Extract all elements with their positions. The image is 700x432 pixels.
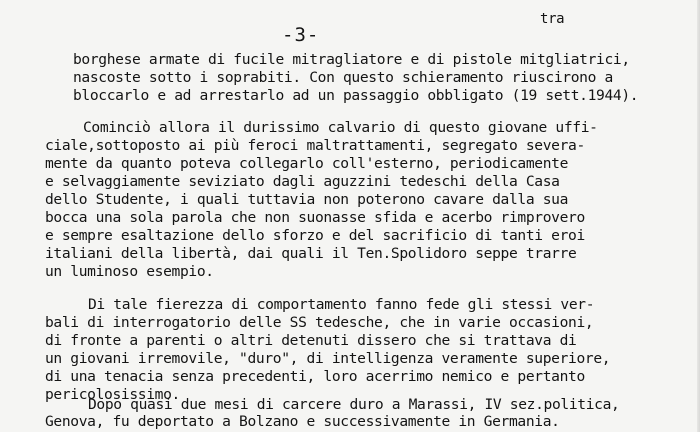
text-line: bloccarlo e ad arrestarlo ad un passaggio obbligato (19 sett.1944). [73, 87, 639, 104]
text-line: bocca una sola parola che non suonasse sfida e acerbo rimprovero [45, 209, 585, 226]
text-line: e selvaggiamente seviziato dagli aguzzini tedeschi della Casa [45, 173, 560, 190]
text-line: ciale,sottoposto ai più feroci maltrattamenti, segregato severa- [45, 137, 585, 154]
text-line: Di tale fierezza di comportamento fanno fede gli stessi ver- [88, 296, 595, 313]
text-line: italiani della libertà, dai quali il Ten.Spolidoro seppe trarre [45, 245, 577, 262]
text-line: borghese armate di fucile mitragliatore e di pistole mitgliatrici, [73, 51, 630, 68]
text-line: di fronte a parenti o altri detenuti dissero che si trattava di [45, 332, 577, 349]
text-line: bali di interrogatorio delle SS tedesche, che in varie occasioni, [45, 314, 594, 331]
text-line: un giovani irremovile, "duro", di intelligenza veramente superiore, [45, 350, 611, 367]
text-line: mente da quanto poteva collegarlo coll'esterno, periodicamente [45, 155, 569, 172]
text-line: Dopo quasi due mesi di carcere duro a Marassi, IV sez.politica, [88, 396, 620, 413]
text-line: di una tenacia senza precedenti, loro acerrimo nemico e pertanto [45, 368, 585, 385]
text-line: un luminoso esempio. [45, 263, 214, 280]
text-line: Cominciò allora il durissimo calvario di questo giovane uffi- [83, 119, 598, 136]
text-line: e sempre esaltazione dello sforzo e del sacrificio di tanti eroi [45, 227, 585, 244]
text-line: nascoste sotto i soprabiti. Con questo schieramento riuscirono a [73, 69, 613, 86]
handwritten-insertion: tra [540, 11, 565, 27]
page-number: -3- [282, 24, 320, 46]
text-line: dello Studente, i quali tuttavia non poterono cavare dalla sua [45, 191, 569, 208]
text-line: Genova, fu deportato a Bolzano e successivamente in Germania. [45, 413, 560, 430]
text-line: pericolosissimo. [45, 386, 180, 403]
